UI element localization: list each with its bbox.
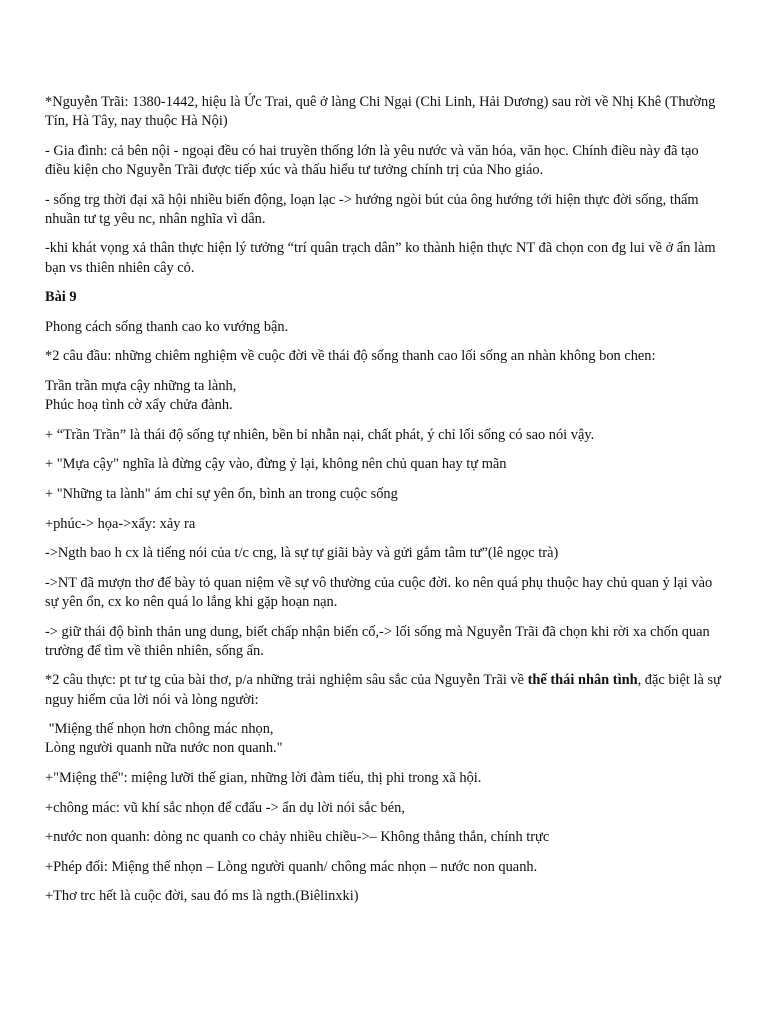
note-mua-cay: + "Mựa cậy" nghĩa là đừng cậy vào, đừng ỷ lại, không nên chủ quan hay tự mãn xyxy=(45,456,507,473)
note-impermanence: ->NT đã mượn thơ để bày tỏ quan niệm về sự vô thường của cuộc đời. ko nên quá phụ thuộc hay chủ quan ỷ lại vào sự yên ổn, cx ko nên quá lo lắng khi gặp hoạn nạn. xyxy=(45,574,713,610)
note-quote-le-ngoc-tra: ->Ngth bao h cx là tiếng nói của t/c cng, là sự tự giãi bày và gửi gắm tâm tư”(lê ngọc trà) xyxy=(45,545,559,562)
verse-line: "Miệng thế nhọn hơn chông mác nhọn, xyxy=(45,721,274,738)
paragraph-first-couplet-intro: *2 câu đầu: những chiêm nghiệm về cuộc đời về thái độ sống thanh cao lối sống an nhàn không bon chen: xyxy=(45,348,656,365)
paragraph-second-couplet-intro xyxy=(45,671,725,709)
note-tran-tran: + “Trần Trần” là thái độ sống tự nhiên, bền bỉ nhẫn nại, chất phát, ý chỉ lối sống có sao nói vậy. xyxy=(45,426,595,443)
paragraph-retreat: -khi khát vọng xả thân thực hiện lý tưởng “trí quân trạch dân” ko thành hiện thực NT đã chọn con đg lui về ở ẩn làm bạn vs thiên nhiên cây cỏ. xyxy=(45,240,716,276)
note-nhung-ta-lanh: + "Những ta lành" ám chỉ sự yên ổn, bình an trong cuộc sống xyxy=(45,485,398,502)
document-body xyxy=(45,93,725,917)
bold-phrase: thế thái nhân tình xyxy=(527,672,638,689)
paragraph-era: - sống trg thời đại xã hội nhiều biến động, loạn lạc -> hướng ngòi bút của ông hướng tới hiện thực đời sống, thấm nhuần tư tg yêu nc, nhân nghĩa vì dân. xyxy=(45,191,699,227)
text-after-bold: , đặc biệt là sự nguy hiểm của lời nói và lòng người: xyxy=(45,672,721,708)
paragraph-lifestyle: Phong cách sống thanh cao ko vướng bận. xyxy=(45,318,289,335)
note-belinsky-quote: +Thơ trc hết là cuộc đời, sau đó ms là ngth.(Biêlinxki) xyxy=(45,888,359,905)
note-nuoc-non-quanh: +nước non quanh: dòng nc quanh co chảy nhiều chiều->– Không thẳng thắn, chính trực xyxy=(45,829,550,846)
note-chong-mac: +chông mác: vũ khí sắc nhọn để cđấu -> ẩn dụ lời nói sắc bén, xyxy=(45,799,405,816)
note-calm-attitude: -> giữ thái độ bình thản ung dung, biết chấp nhận biến cố,-> lối sống mà Nguyễn Trãi đã chọn khi rời xa chốn quan trường để tìm về thiên nhiên, sống ẩn. xyxy=(45,623,710,659)
note-mieng-the: +"Miệng thế": miệng lưỡi thế gian, những lời đàm tiếu, thị phi trong xã hội. xyxy=(45,769,482,786)
paragraph-bio: *Nguyễn Trãi: 1380-1442, hiệu là Ức Trai, quê ở làng Chi Ngại (Chi Linh, Hải Dương) sau rời về Nhị Khê (Thường Tín, Hà Tây, nay thuộc Hà Nội) xyxy=(45,94,716,130)
verse-line: Lòng người quanh nữa nước non quanh." xyxy=(45,740,283,757)
paragraph-family: - Gia đình: cả bên nội - ngoại đều có hai truyền thống lớn là yêu nước và văn hóa, văn học. Chính điều này đã tạo điều kiện cho Nguyễn Trãi được tiếp xúc và thấu hiểu tư tưởng chính trị của Nho giáo. xyxy=(45,142,699,178)
text-before-bold: *2 câu thực: pt tư tg của bài thơ, p/a những trải nghiệm sâu sắc của Nguyễn Trãi về xyxy=(45,672,528,689)
verse-couplet-1 xyxy=(45,377,725,415)
note-phep-doi: +Phép đối: Miệng thế nhọn – Lòng người quanh/ chông mác nhọn – nước non quanh. xyxy=(45,858,538,875)
verse-couplet-2 xyxy=(45,720,725,758)
verse-line: Phúc hoạ tình cờ xẩy chửa đành. xyxy=(45,397,233,414)
verse-line: Trần trần mựa cậy những ta lành, xyxy=(45,377,237,394)
note-phuc-hoa: +phúc-> họa->xẩy: xảy ra xyxy=(45,515,196,532)
section-heading: Bài 9 xyxy=(45,289,77,306)
